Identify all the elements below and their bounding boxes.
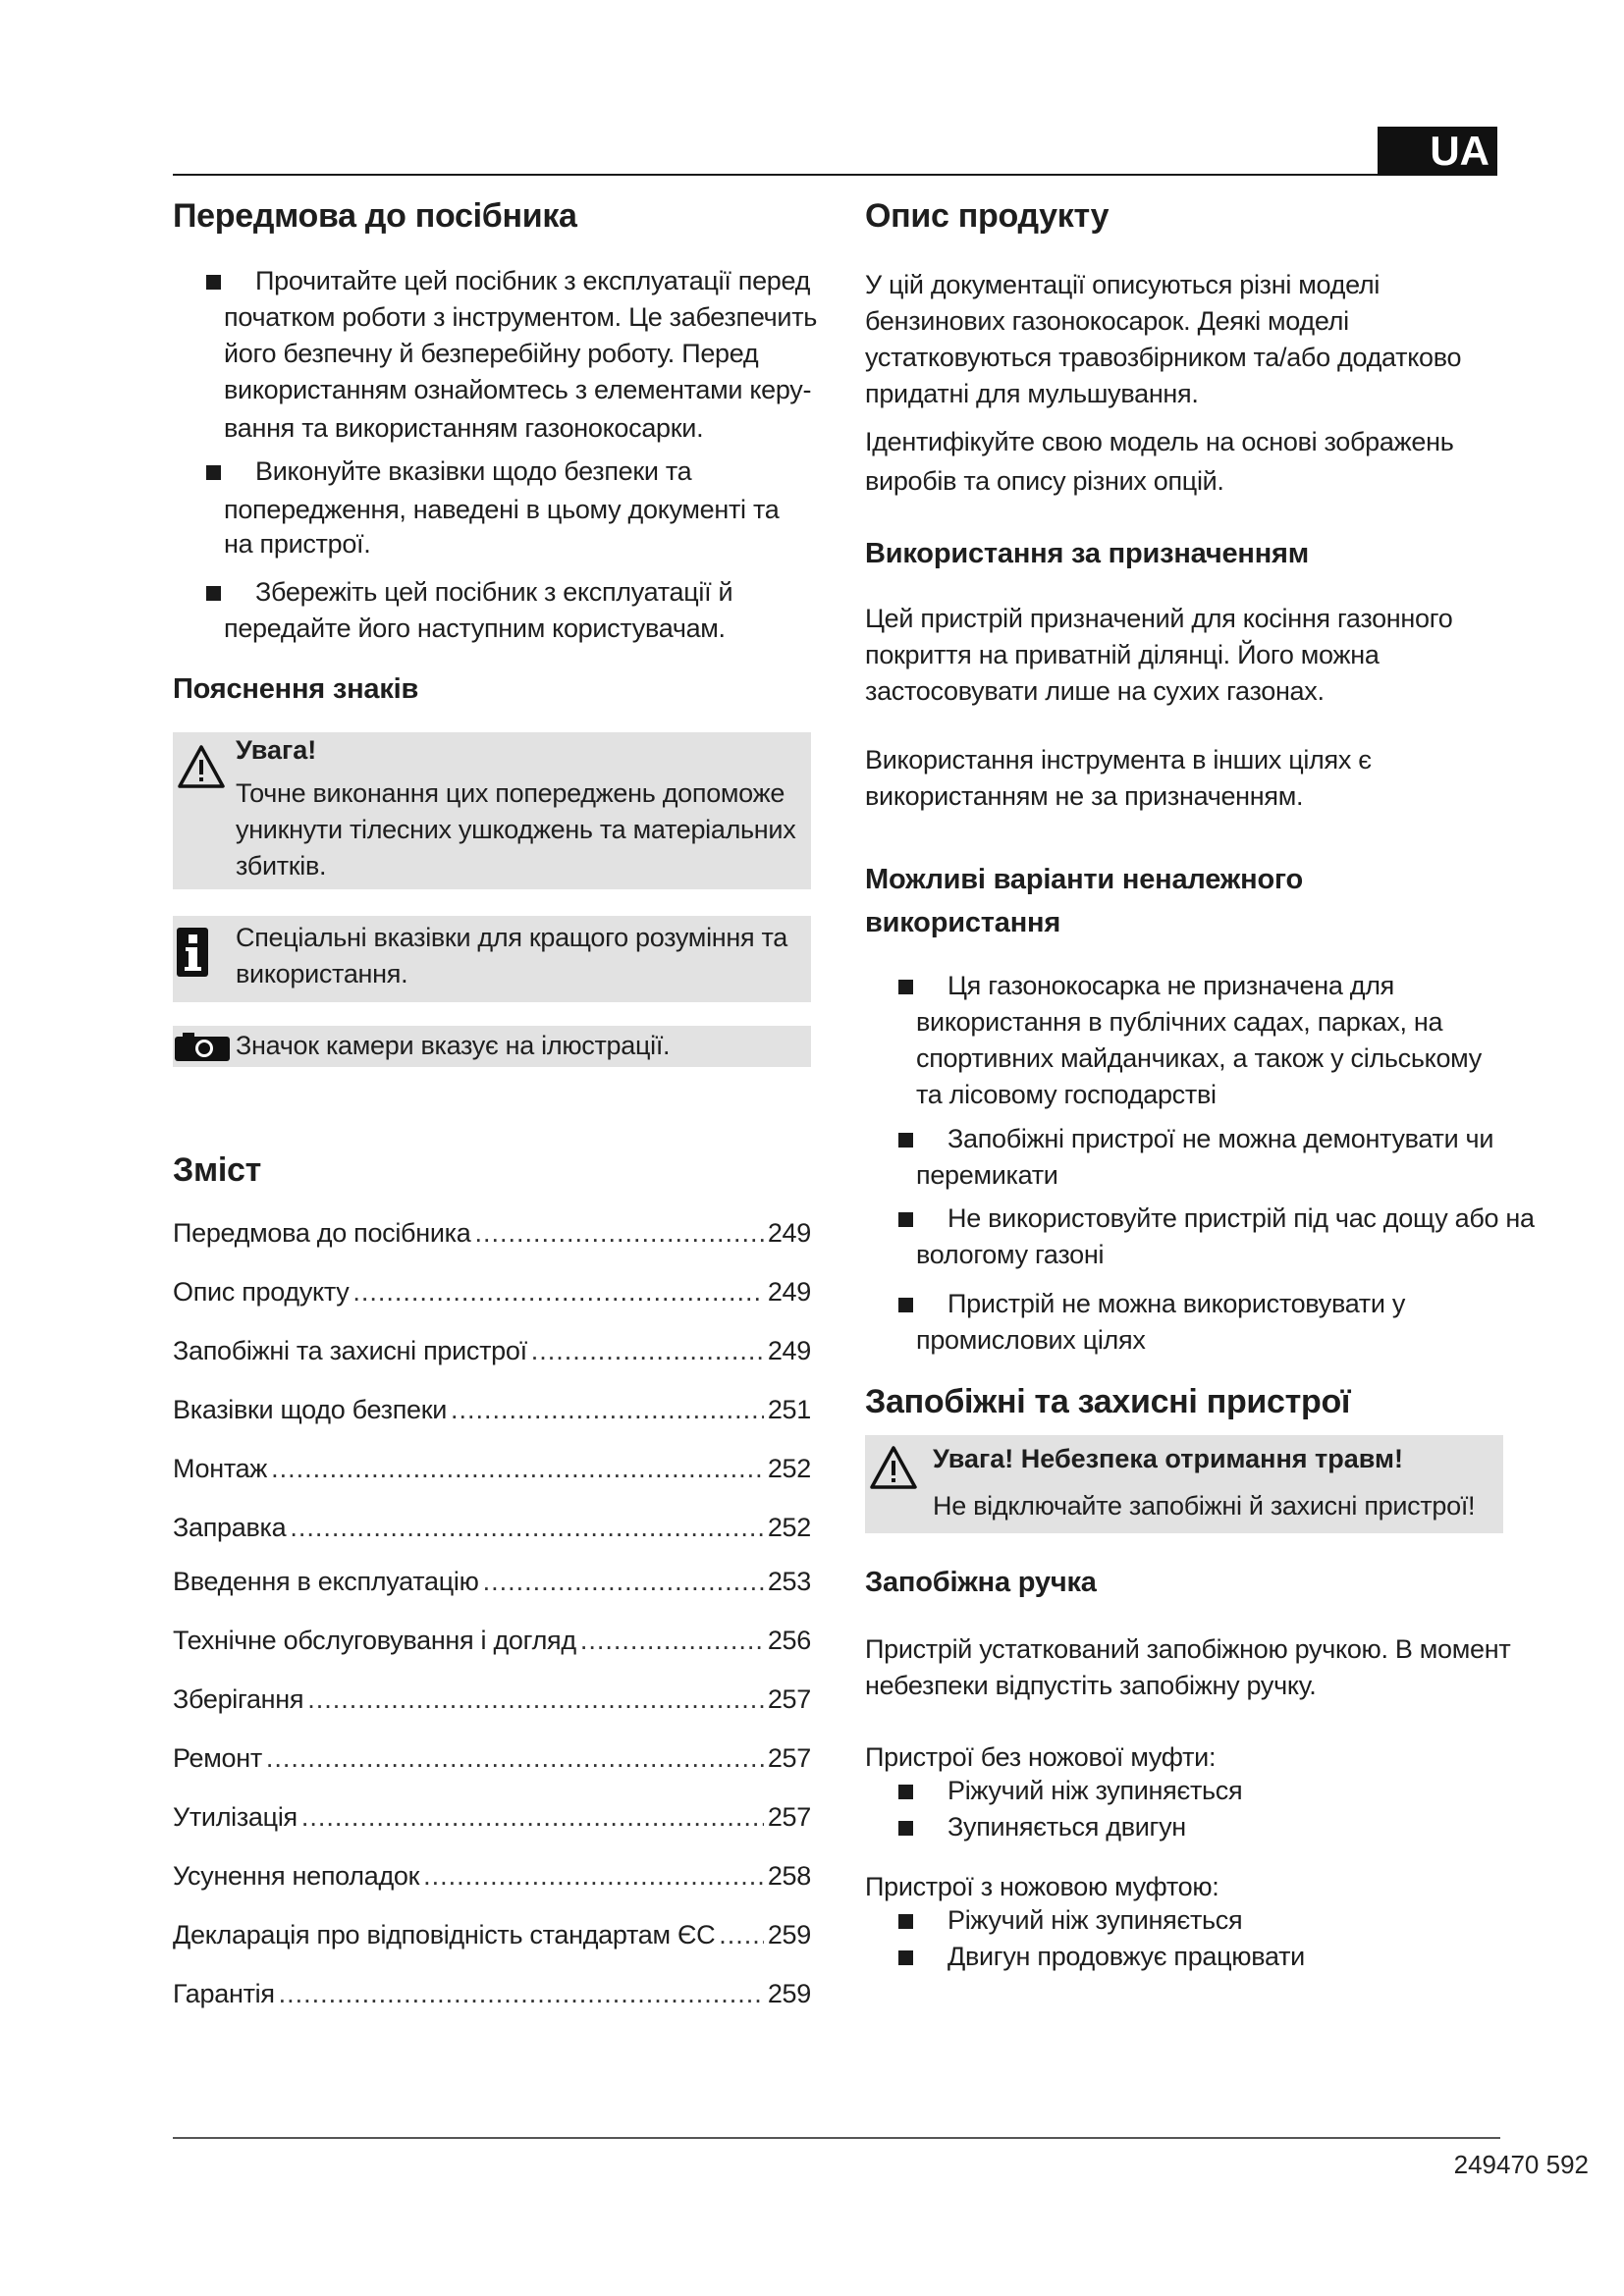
safety-handle-title: Запобіжна ручка: [865, 1567, 1097, 1598]
warning-triangle-icon: [177, 744, 226, 789]
bullet-square-icon: [898, 1212, 913, 1227]
list-item-line: Виконуйте вказівки щодо безпеки та: [255, 456, 692, 486]
foreword-title: Передмова до посібника: [173, 197, 577, 235]
toc-entry-page: 251: [767, 1395, 811, 1424]
toc-entry[interactable]: [173, 1215, 811, 1252]
toc-dots: [307, 1682, 764, 1718]
list-item-line: промислових цілях: [916, 1325, 1146, 1355]
info-box: [173, 916, 811, 1002]
toc-entry-page: 257: [767, 1684, 811, 1714]
misuse-title-line: використання: [865, 907, 1061, 938]
toc-entry-page: 249: [767, 1336, 811, 1365]
list-item-line: його безпечну й безперебійну роботу. Перед: [224, 339, 759, 368]
bullet-square-icon: [206, 275, 221, 290]
toc-entry-title: Вказівки щодо безпеки: [173, 1395, 448, 1424]
paragraph-line: устатковуються травозбірником та/або додатково: [865, 343, 1462, 372]
bullet-square-icon: [898, 1298, 913, 1312]
list-item: [173, 263, 821, 450]
info-line: використання.: [236, 959, 408, 988]
list-item-line: Запобіжні пристрої не можна демонтувати чи: [947, 1124, 1494, 1153]
list-item-line: та лісовому господарстві: [916, 1080, 1217, 1109]
paragraph-line: У цій документації описуються різні моделі: [865, 270, 1380, 299]
toc-entry[interactable]: [173, 1682, 811, 1718]
list-item-line: Двигун продовжує працювати: [947, 1942, 1305, 1971]
toc-entry-page: 249: [767, 1218, 811, 1248]
toc-entry[interactable]: [173, 1333, 811, 1369]
toc-entry[interactable]: [173, 1799, 811, 1836]
list-item-line: на пристрої.: [224, 529, 371, 559]
camera-text: Значок камери вказує на ілюстрації.: [236, 1031, 671, 1060]
toc-entry-page: 259: [767, 1979, 811, 2008]
toc-dots: [719, 1917, 764, 1953]
clutch-label: Пристрої з ножовою муфтою:: [865, 1872, 1219, 1901]
footer-rule: [173, 2137, 1500, 2139]
toc-entry-page: 253: [767, 1567, 811, 1596]
list-item-line: Збережіть цей посібник з експлуатації й: [255, 577, 733, 607]
camera-box: [173, 1026, 811, 1067]
toc-entry-page: 258: [767, 1861, 811, 1891]
safety-warning-text: Не відключайте запобіжні й захисні пристрої!: [933, 1491, 1476, 1521]
toc-entry-title: Опис продукту: [173, 1277, 350, 1307]
toc-dots: [279, 1976, 764, 2012]
bullet-square-icon: [206, 465, 221, 480]
list-item-line: Ця газонокосарка не призначена для: [947, 971, 1394, 1000]
warning-triangle-icon: [869, 1445, 918, 1490]
list-item-line: Не використовуйте пристрій під час дощу або на: [947, 1203, 1535, 1233]
paragraph-line: Використання інструмента в інших цілях є: [865, 745, 1372, 774]
safety-title: Запобіжні та захисні пристрої: [865, 1383, 1351, 1420]
paragraph-line: використанням не за призначенням.: [865, 781, 1304, 811]
bullet-square-icon: [206, 586, 221, 601]
toc-entry[interactable]: [173, 1917, 811, 1953]
toc-entry[interactable]: [173, 1510, 811, 1546]
toc-entry-page: 252: [767, 1513, 811, 1542]
toc-dots: [271, 1451, 764, 1487]
list-item-line: Зупиняється двигун: [947, 1812, 1186, 1842]
toc-entry[interactable]: [173, 1623, 811, 1659]
list-item-line: вологому газоні: [916, 1240, 1105, 1269]
toc-entry-title: Гарантія: [173, 1979, 275, 2008]
toc-dots: [352, 1274, 763, 1310]
list-item-line: використання в публічних садах, парках, на: [916, 1007, 1443, 1037]
header-rule: [173, 174, 1378, 176]
toc-dots: [580, 1623, 764, 1659]
toc-entry-title: Утилізація: [173, 1802, 298, 1832]
warning-line: уникнути тілесних ушкоджень та матеріальних: [236, 815, 796, 844]
misuse-title-line: Можливі варіанти неналежного: [865, 864, 1303, 895]
warning-line: Точне виконання цих попереджень допоможе: [236, 778, 785, 808]
camera-icon: [175, 1032, 230, 1061]
warning-line: збитків.: [236, 851, 327, 881]
safety-warning-label: Увага! Небезпека отримання травм!: [933, 1444, 1403, 1473]
toc-entry-title: Ремонт: [173, 1743, 262, 1773]
toc-entry-page: 252: [767, 1454, 811, 1483]
list-item-line: спортивних майданчиках, а також у сільському: [916, 1043, 1482, 1073]
document-number: 249470 592: [1453, 2150, 1589, 2179]
toc-entry[interactable]: [173, 1564, 811, 1600]
toc-dots: [474, 1215, 763, 1252]
toc-entry-title: Зберігання: [173, 1684, 304, 1714]
bullet-square-icon: [898, 1914, 913, 1929]
toc-entry[interactable]: [173, 1740, 811, 1777]
safety-warning-box: [865, 1435, 1503, 1533]
paragraph-line: Пристрій устаткований запобіжною ручкою. В момент: [865, 1634, 1511, 1664]
signs-title: Пояснення знаків: [173, 673, 419, 705]
info-line: Спеціальні вказівки для кращого розуміння та: [236, 923, 787, 952]
toc-entry-title: Запобіжні та захисні пристрої: [173, 1336, 527, 1365]
toc-entry[interactable]: [173, 1392, 811, 1428]
bullet-square-icon: [898, 1785, 913, 1799]
toc-entry-title: Передмова до посібника: [173, 1218, 471, 1248]
list-item-line: попередження, наведені в цьому документі та: [224, 495, 780, 524]
list-item-line: Прочитайте цей посібник з експлуатації перед: [255, 266, 811, 295]
toc-entry-title: Декларація про відповідність стандартам ЄС: [173, 1920, 716, 1949]
list-item-line: початком роботи з інструментом. Це забезпечить: [224, 302, 818, 332]
paragraph-line: виробів та опису різних опцій.: [865, 466, 1224, 496]
bullet-square-icon: [898, 1133, 913, 1148]
toc-dots: [531, 1333, 764, 1369]
list-item-line: вання та використанням газонокосарки.: [224, 413, 704, 443]
list-item-line: Пристрій не можна використовувати у: [947, 1289, 1406, 1318]
toc-dots: [423, 1858, 764, 1895]
toc-entry[interactable]: [173, 1976, 811, 2012]
toc-entry-page: 257: [767, 1802, 811, 1832]
foreword-bullets: [173, 263, 821, 450]
toc-entry-page: 259: [767, 1920, 811, 1949]
list-item-line: передайте його наступним користувачам.: [224, 614, 726, 643]
no-clutch-label: Пристрої без ножової муфти:: [865, 1742, 1217, 1772]
toc-entry-page: 249: [767, 1277, 811, 1307]
warning-label: Увага!: [236, 735, 317, 765]
paragraph-line: бензинових газонокосарок. Деякі моделі: [865, 306, 1349, 336]
toc-dots: [483, 1564, 764, 1600]
list-item-line: Ріжучий ніж зупиняється: [947, 1905, 1243, 1935]
toc-entry[interactable]: [173, 1858, 811, 1895]
toc-dots: [266, 1740, 764, 1777]
paragraph-line: застосовувати лише на сухих газонах.: [865, 676, 1325, 706]
toc-entry[interactable]: [173, 1274, 811, 1310]
toc-dots: [290, 1510, 764, 1546]
list-item-line: Ріжучий ніж зупиняється: [947, 1776, 1243, 1805]
toc-entry-page: 256: [767, 1626, 811, 1655]
info-icon: [177, 928, 208, 977]
paragraph-line: придатні для мульшування.: [865, 379, 1199, 408]
paragraph-line: Цей пристрій призначений для косіння газонного: [865, 604, 1453, 633]
bullet-square-icon: [898, 1821, 913, 1836]
toc-dots: [451, 1392, 764, 1428]
warning-box: [173, 732, 811, 889]
paragraph-line: небезпеки відпустіть запобіжну ручку.: [865, 1671, 1317, 1700]
list-item-line: використанням ознайомтесь з елементами керу-: [224, 375, 812, 404]
toc-title: Зміст: [173, 1151, 261, 1189]
bullet-square-icon: [898, 1950, 913, 1965]
product-title: Опис продукту: [865, 197, 1110, 235]
paragraph-line: покриття на приватній ділянці. Його можна: [865, 640, 1380, 669]
bullet-square-icon: [898, 980, 913, 994]
toc-entry-title: Заправка: [173, 1513, 287, 1542]
toc-entry-page: 257: [767, 1743, 811, 1773]
intended-use-title: Використання за призначенням: [865, 538, 1310, 569]
toc-entry-title: Усунення неполадок: [173, 1861, 420, 1891]
toc-entry[interactable]: [173, 1451, 811, 1487]
paragraph-line: Ідентифікуйте свою модель на основі зображень: [865, 427, 1454, 456]
toc-entry-title: Монтаж: [173, 1454, 268, 1483]
toc-entry-title: Технічне обслуговування і догляд: [173, 1626, 576, 1655]
toc-dots: [301, 1799, 764, 1836]
list-item-line: перемикати: [916, 1160, 1058, 1190]
toc-entry-title: Введення в експлуатацію: [173, 1567, 479, 1596]
language-tab: UA: [1378, 127, 1497, 176]
